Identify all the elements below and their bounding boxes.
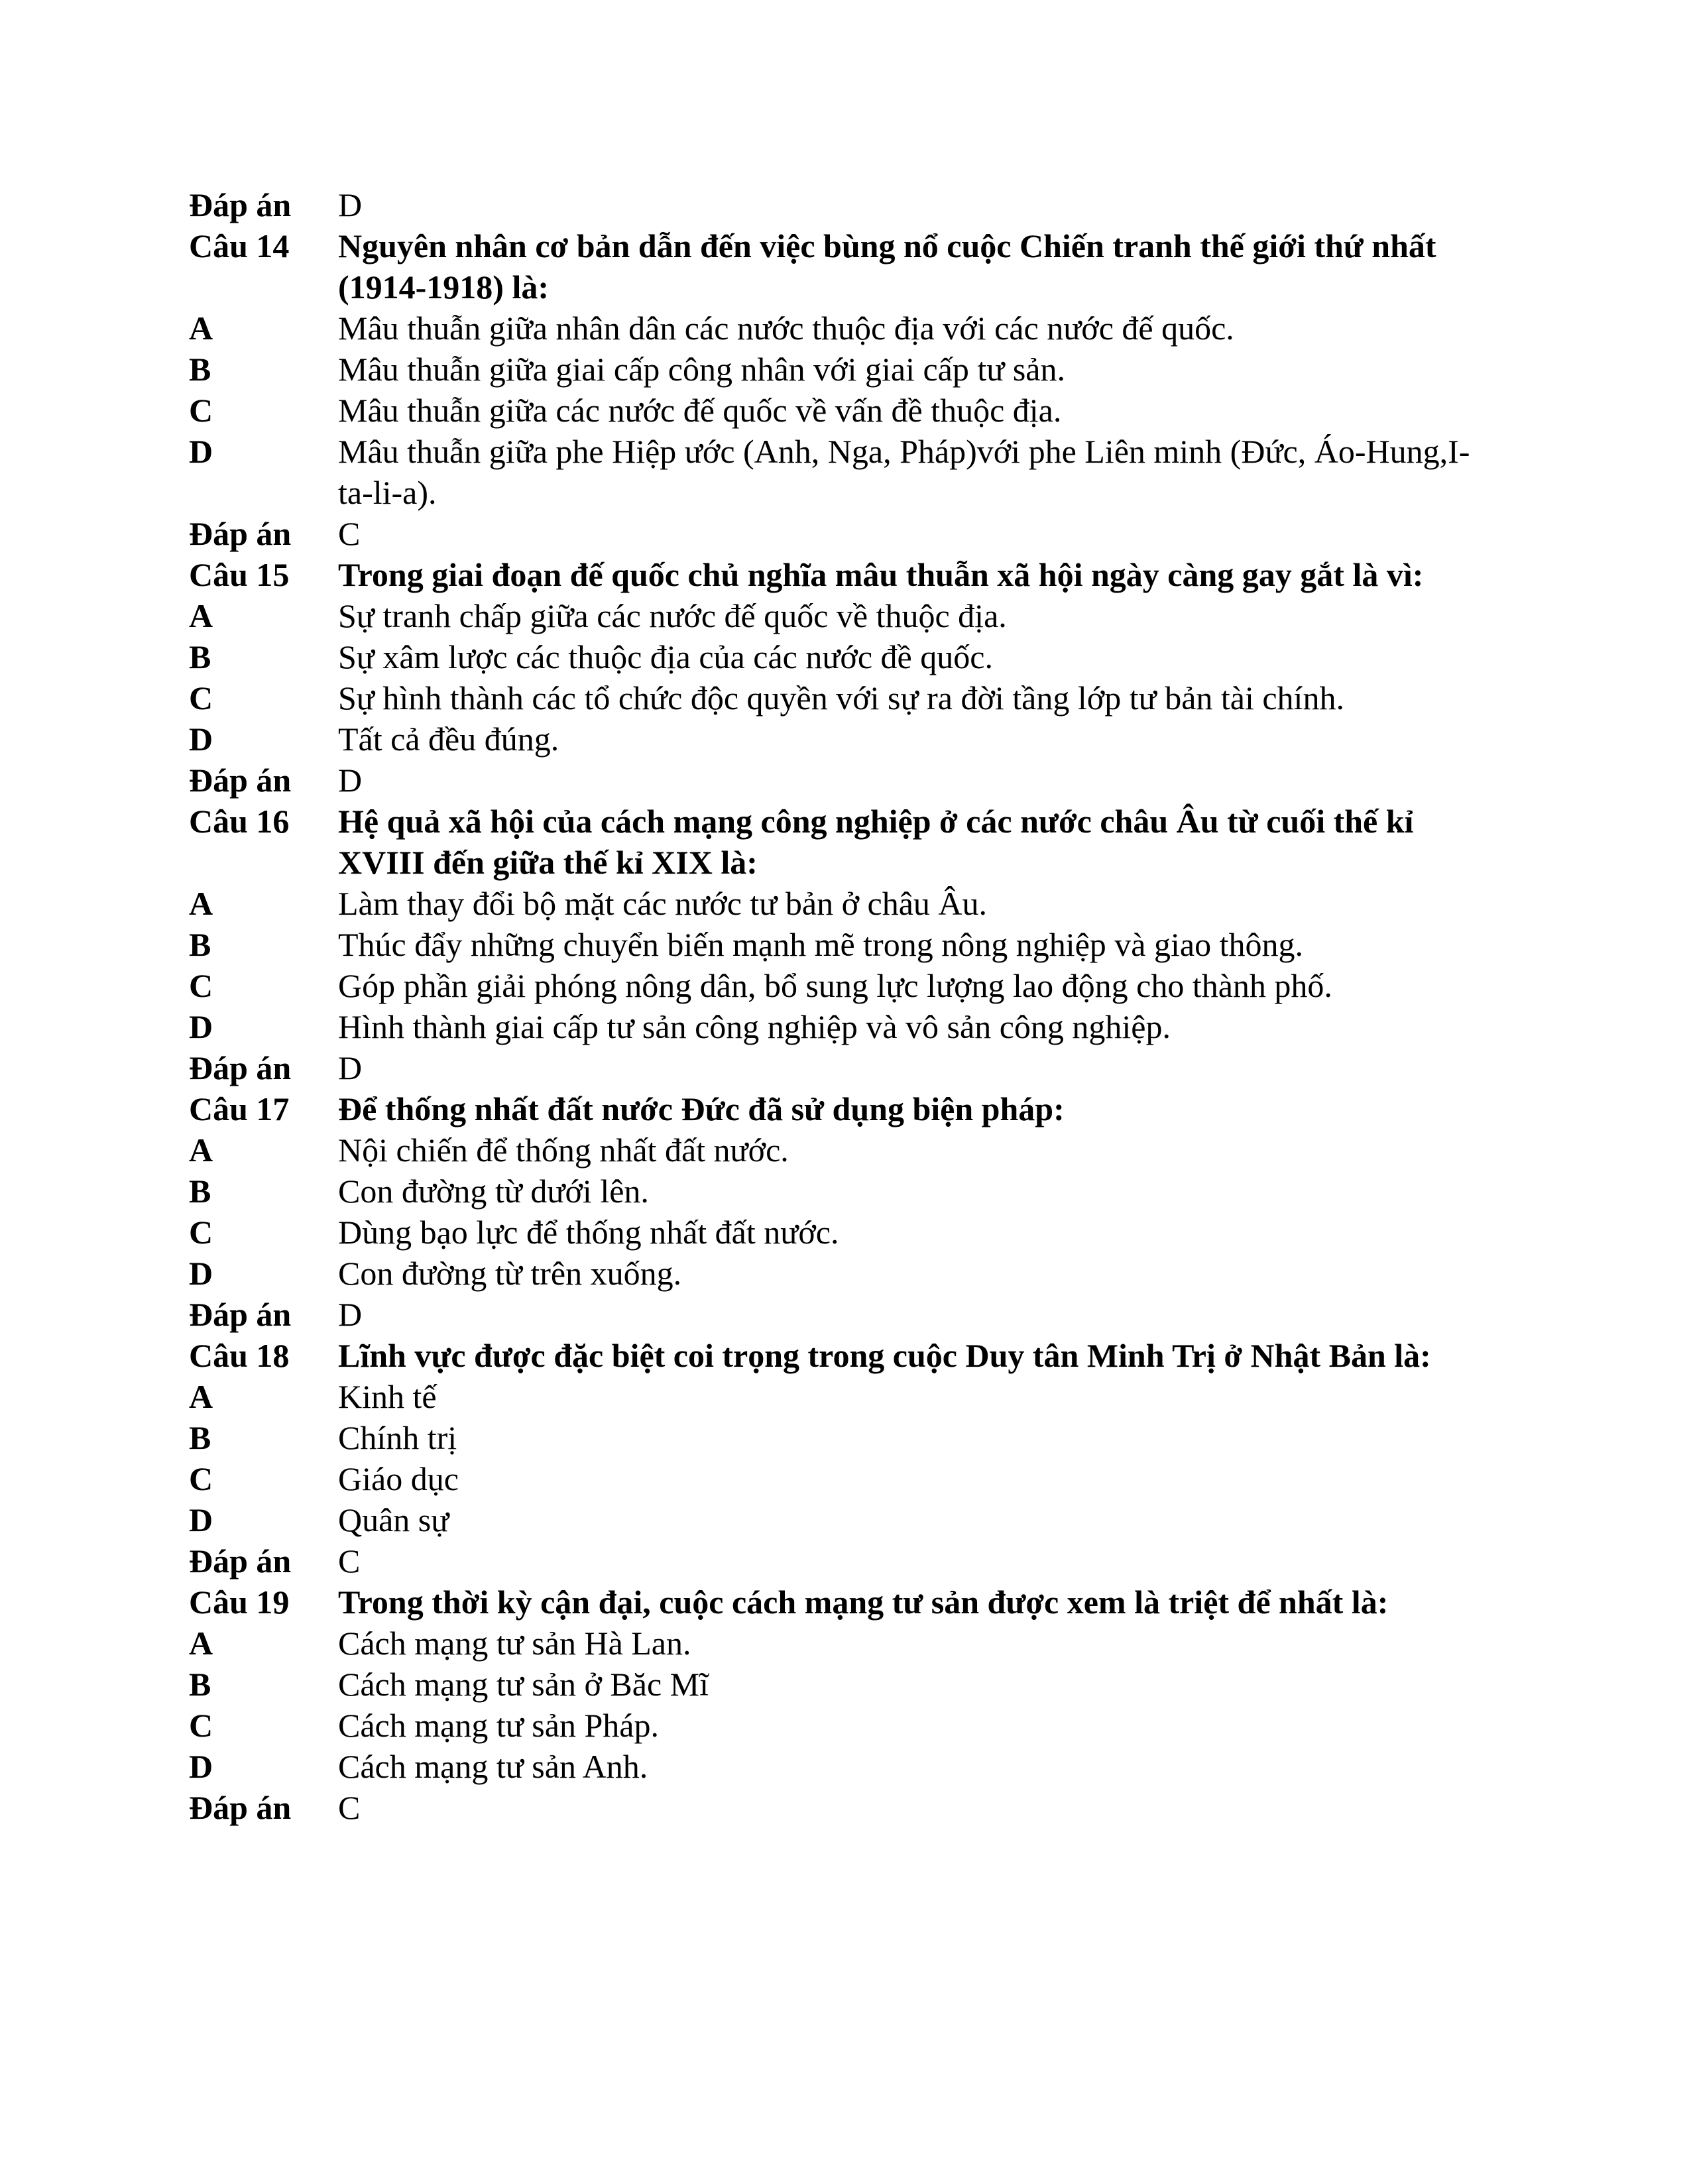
- answer-value: D: [338, 1049, 363, 1086]
- question-row: [189, 1581, 1488, 1623]
- option-text: Cách mạng tư sản Anh.: [338, 1748, 648, 1785]
- option-row: [189, 883, 1488, 924]
- option-letter: C: [189, 1460, 213, 1497]
- option-letter: B: [189, 638, 211, 675]
- option-row: [189, 1376, 1488, 1417]
- option-text: Làm thay đổi bộ mặt các nước tư bản ở châu Âu.: [338, 885, 988, 922]
- option-row: [189, 1417, 1488, 1458]
- option-letter: C: [189, 392, 213, 429]
- option-letter: A: [189, 597, 213, 634]
- option-text: Mâu thuẫn giữa phe Hiệp ước (Anh, Nga, Pháp)với phe Liên minh (Đức, Áo-Hung,I-ta-li-a).: [338, 433, 1470, 511]
- question-number: Câu 18: [189, 1337, 290, 1374]
- question-text: Trong thời kỳ cận đại, cuộc cách mạng tư sản được xem là triệt để nhất là:: [338, 1583, 1389, 1621]
- option-row: [189, 636, 1488, 677]
- answer-label: Đáp án: [189, 1789, 292, 1826]
- option-text: Hình thành giai cấp tư sản công nghiệp và vô sản công nghiệp.: [338, 1008, 1171, 1045]
- question-text: Lĩnh vực được đặc biệt coi trọng trong cuộc Duy tân Minh Trị ở Nhật Bản là:: [338, 1337, 1431, 1374]
- option-text: Tất cả đều đúng.: [338, 720, 559, 758]
- option-row: [189, 677, 1488, 718]
- option-row: [189, 718, 1488, 760]
- answer-label: Đáp án: [189, 1049, 292, 1086]
- option-letter: B: [189, 1419, 211, 1456]
- answer-row: [189, 760, 1488, 801]
- option-text: Giáo dục: [338, 1460, 459, 1497]
- question-row: [189, 554, 1488, 595]
- option-text: Góp phần giải phóng nông dân, bổ sung lực lượng lao động cho thành phố.: [338, 967, 1332, 1004]
- option-row: [189, 1171, 1488, 1212]
- option-row: [189, 1458, 1488, 1499]
- option-text: Quân sự: [338, 1501, 449, 1538]
- answer-row: [189, 1047, 1488, 1088]
- option-letter: C: [189, 679, 213, 717]
- answer-row: [189, 1540, 1488, 1581]
- option-text: Cách mạng tư sản ở Băc Mĩ: [338, 1666, 709, 1703]
- answer-label: Đáp án: [189, 762, 292, 799]
- question-number: Câu 14: [189, 227, 290, 264]
- option-text: Dùng bạo lực để thống nhất đất nước.: [338, 1214, 839, 1251]
- option-text: Thúc đẩy những chuyển biến mạnh mẽ trong nông nghiệp và giao thông.: [338, 926, 1303, 963]
- option-letter: D: [189, 433, 213, 470]
- option-row: [189, 1746, 1488, 1787]
- option-row: [189, 924, 1488, 965]
- option-text: Con đường từ dưới lên.: [338, 1173, 649, 1210]
- option-letter: C: [189, 1214, 213, 1251]
- option-letter: A: [189, 310, 213, 347]
- option-letter: A: [189, 885, 213, 922]
- option-row: [189, 308, 1488, 349]
- answer-value: D: [338, 1296, 363, 1333]
- option-letter: D: [189, 1008, 213, 1045]
- option-row: [189, 1006, 1488, 1047]
- question-text: Trong giai đoạn đế quốc chủ nghĩa mâu thuẫn xã hội ngày càng gay gắt là vì:: [338, 556, 1424, 593]
- answer-label: Đáp án: [189, 1296, 292, 1333]
- question-text: Để thống nhất đất nước Đức đã sử dụng biện pháp:: [338, 1090, 1065, 1127]
- option-row: [189, 1253, 1488, 1294]
- option-text: Sự xâm lược các thuộc địa của các nước đề quốc.: [338, 638, 993, 675]
- option-letter: D: [189, 1748, 213, 1785]
- option-letter: B: [189, 1173, 211, 1210]
- answer-value: C: [338, 515, 361, 552]
- option-text: Mâu thuẫn giữa các nước đế quốc về vấn đề thuộc địa.: [338, 392, 1062, 429]
- option-text: Cách mạng tư sản Hà Lan.: [338, 1625, 691, 1662]
- answer-row: [189, 1294, 1488, 1335]
- option-text: Kinh tế: [338, 1378, 437, 1415]
- answer-value: C: [338, 1542, 361, 1580]
- option-row: [189, 431, 1488, 513]
- option-letter: C: [189, 1707, 213, 1744]
- option-letter: B: [189, 351, 211, 388]
- option-letter: B: [189, 926, 211, 963]
- answer-row: [189, 513, 1488, 554]
- option-text: Sự tranh chấp giữa các nước đế quốc về thuộc địa.: [338, 597, 1007, 634]
- question-number: Câu 16: [189, 803, 290, 840]
- question-text: Hệ quả xã hội của cách mạng công nghiệp ở các nước châu Âu từ cuối thế kỉ XVIII đến giữa thế kỉ XIX là:: [338, 803, 1414, 881]
- option-letter: D: [189, 1255, 213, 1292]
- answer-value: C: [338, 1789, 361, 1826]
- option-row: [189, 1664, 1488, 1705]
- option-letter: C: [189, 967, 213, 1004]
- option-row: [189, 1705, 1488, 1746]
- answer-row: [189, 184, 1488, 225]
- answer-label: Đáp án: [189, 515, 292, 552]
- option-text: Sự hình thành các tổ chức độc quyền với sự ra đời tầng lớp tư bản tài chính.: [338, 679, 1344, 717]
- option-row: [189, 349, 1488, 390]
- answer-row: [189, 1787, 1488, 1828]
- option-row: [189, 1623, 1488, 1664]
- answer-label: Đáp án: [189, 186, 292, 223]
- option-text: Con đường từ trên xuống.: [338, 1255, 682, 1292]
- option-letter: A: [189, 1625, 213, 1662]
- question-number: Câu 19: [189, 1583, 290, 1621]
- question-number: Câu 17: [189, 1090, 290, 1127]
- option-letter: A: [189, 1131, 213, 1169]
- option-letter: D: [189, 1501, 213, 1538]
- option-row: [189, 390, 1488, 431]
- option-text: Mâu thuẫn giữa giai cấp công nhân với giai cấp tư sản.: [338, 351, 1065, 388]
- option-text: Nội chiến để thống nhất đất nước.: [338, 1131, 789, 1169]
- answer-value: D: [338, 186, 363, 223]
- option-text: Chính trị: [338, 1419, 457, 1456]
- option-row: [189, 595, 1488, 636]
- option-row: [189, 1129, 1488, 1171]
- option-letter: D: [189, 720, 213, 758]
- question-row: [189, 801, 1488, 883]
- question-text: Nguyên nhân cơ bản dẫn đến việc bùng nổ cuộc Chiến tranh thế giới thứ nhất (1914-1918) là:: [338, 227, 1436, 306]
- answer-label: Đáp án: [189, 1542, 292, 1580]
- option-row: [189, 1499, 1488, 1540]
- question-number: Câu 15: [189, 556, 290, 593]
- option-row: [189, 965, 1488, 1006]
- question-row: [189, 225, 1488, 308]
- option-text: Cách mạng tư sản Pháp.: [338, 1707, 659, 1744]
- quiz-document: [189, 184, 1488, 1828]
- option-letter: B: [189, 1666, 211, 1703]
- question-row: [189, 1088, 1488, 1129]
- option-row: [189, 1212, 1488, 1253]
- answer-value: D: [338, 762, 363, 799]
- question-row: [189, 1335, 1488, 1376]
- option-text: Mâu thuẫn giữa nhân dân các nước thuộc địa với các nước đế quốc.: [338, 310, 1234, 347]
- option-letter: A: [189, 1378, 213, 1415]
